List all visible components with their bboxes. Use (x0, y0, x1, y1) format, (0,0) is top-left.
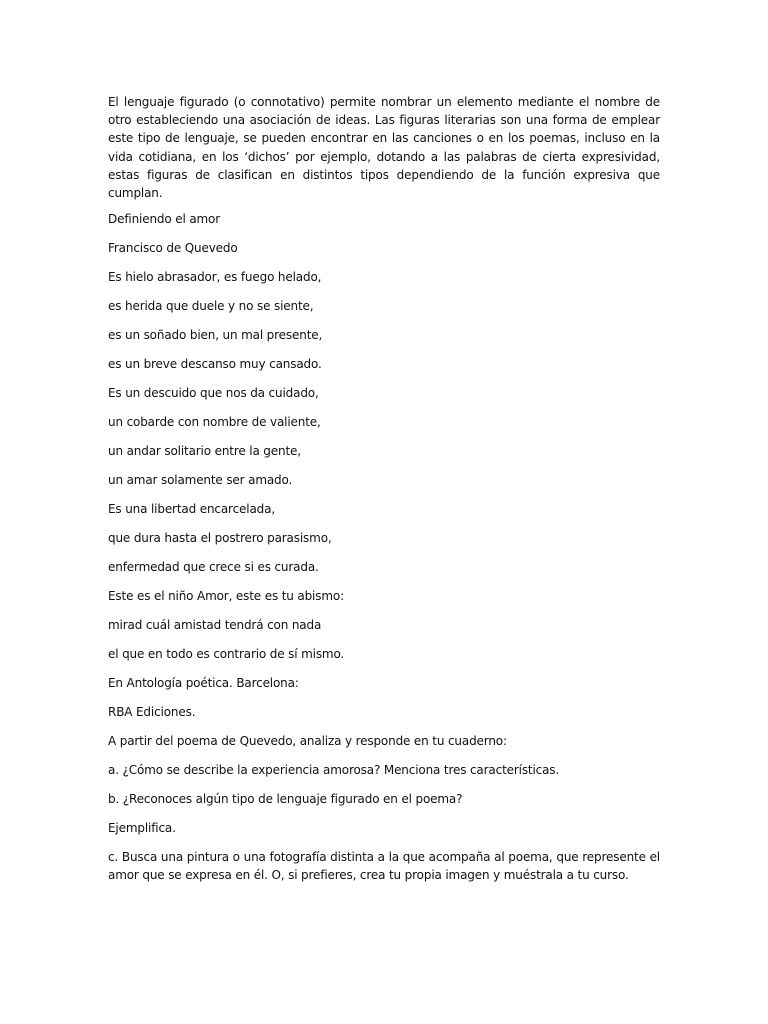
question-b: b. ¿Reconoces algún tipo de lenguaje figurado en el poema? (108, 792, 463, 807)
poem-title: Definiendo el amor (108, 212, 221, 227)
poem-line: Este es el niño Amor, este es tu abismo: (108, 589, 344, 604)
source-publisher: RBA Ediciones. (108, 705, 196, 720)
poem-line: un amar solamente ser amado. (108, 473, 293, 488)
poem-line: enfermedad que crece si es curada. (108, 560, 319, 575)
poem-line: Es un descuido que nos da cuidado, (108, 386, 319, 401)
poem-body (108, 268, 660, 674)
poem-line: es un breve descanso muy cansado. (108, 357, 322, 372)
poem-line: Es una libertad encarcelada, (108, 502, 275, 517)
document-page (108, 93, 660, 894)
question-c: c. Busca una pintura o una fotografía distinta a la que acompaña al poema, que represente el amor que se expresa en él. O, si prefieres, crea tu propia imagen y muéstrala a tu curso. (108, 850, 660, 883)
poem-line: mirad cuál amistad tendrá con nada (108, 618, 322, 633)
question-b-example: Ejemplifica. (108, 821, 176, 836)
question-a: a. ¿Cómo se describe la experiencia amorosa? Menciona tres características. (108, 763, 560, 778)
poem-line: un cobarde con nombre de valiente, (108, 415, 321, 430)
poem-line: es herida que duele y no se siente, (108, 299, 314, 314)
instruction-text: A partir del poema de Quevedo, analiza y responde en tu cuaderno: (108, 734, 507, 749)
poem-line: un andar solitario entre la gente, (108, 444, 301, 459)
poem-line: Es hielo abrasador, es fuego helado, (108, 270, 322, 285)
poem-line: el que en todo es contrario de sí mismo. (108, 647, 345, 662)
poem-line: que dura hasta el postrero parasismo, (108, 531, 332, 546)
poem-line: es un soñado bien, un mal presente, (108, 328, 323, 343)
poem-author: Francisco de Quevedo (108, 241, 238, 256)
intro-paragraph: El lenguaje figurado (o connotativo) permite nombrar un elemento mediante el nombre de otro estableciendo una asociación de ideas. Las figuras literarias son una forma de emplear este tipo de lenguaje, se pueden encontrar en las canciones o en los poemas, incluso en la vida cotidiana, en los ‘dichos’ por ejemplo, dotando a las palabras de cierta expresividad, estas figuras de clasifican en distintos tipos dependiendo de la función expresiva que cumplan. (108, 95, 660, 201)
source-line: En Antología poética. Barcelona: (108, 676, 299, 691)
